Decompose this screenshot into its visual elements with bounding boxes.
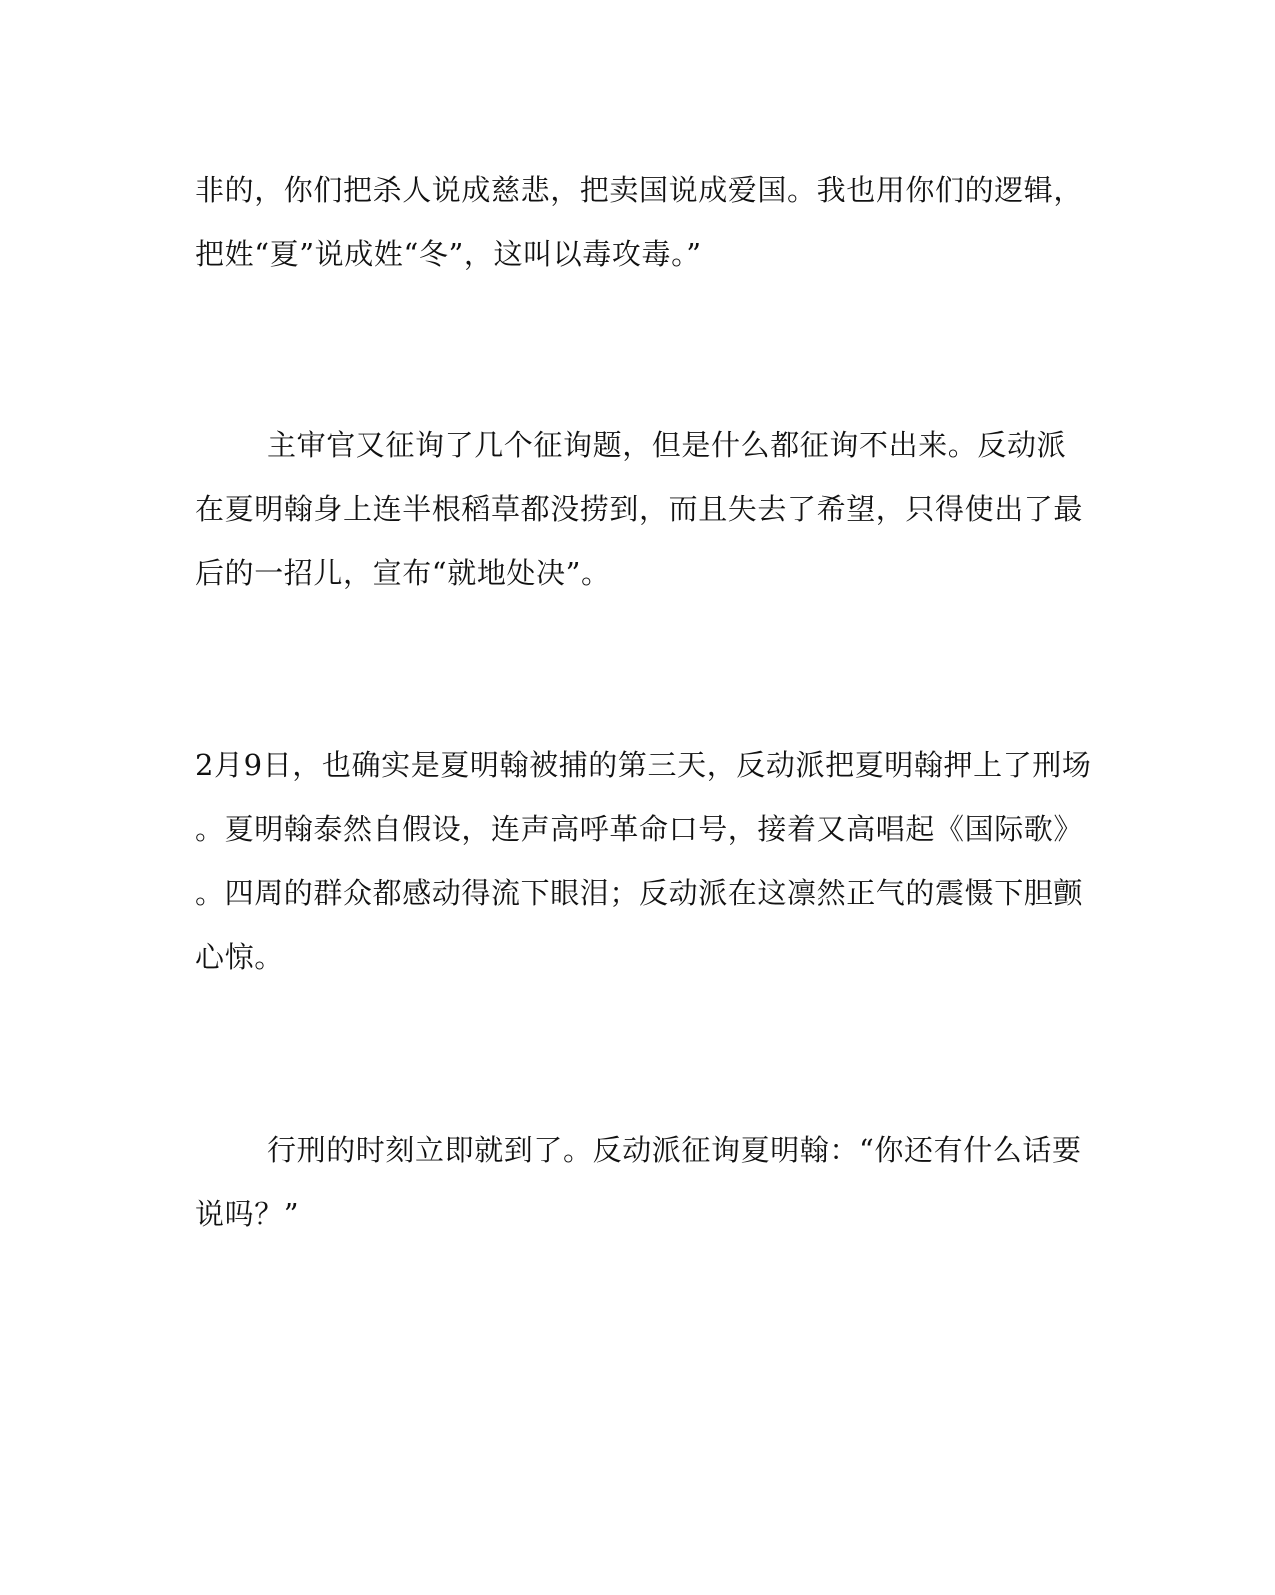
paragraph-line: 行刑的时刻立即就到了。反动派征询夏明翰：“你还有什么话要 (267, 1133, 1082, 1167)
paragraph-line: 说吗？” (195, 1197, 300, 1231)
paragraph (195, 413, 1084, 605)
paragraph (195, 158, 1084, 286)
paragraph (195, 1118, 1082, 1246)
paragraph-line: 。夏明翰泰然自假设，连声高呼革命口号，接着又高唱起《国际歌》 (195, 812, 1084, 846)
paragraph-line: 后的一招儿，宣布“就地处决”。 (195, 556, 611, 590)
paragraph-line: 在夏明翰身上连半根稻草都没捞到，而且失去了希望，只得使出了最 (195, 492, 1084, 526)
paragraph-line: 把姓“夏”说成姓“冬”，这叫以毒攻毒。” (195, 237, 702, 271)
paragraph-line: 心惊。 (195, 940, 284, 974)
paragraph (195, 733, 1092, 989)
paragraph-line: 2月9日，也确实是夏明翰被捕的第三天，反动派把夏明翰押上了刑场 (195, 748, 1092, 782)
paragraph-line: 主审官又征询了几个征询题，但是什么都征询不出来。反动派 (267, 428, 1067, 462)
paragraph-line: 。四周的群众都感动得流下眼泪；反动派在这凛然正气的震慑下胆颤 (195, 876, 1084, 910)
paragraph-line: 非的，你们把杀人说成慈悲，把卖国说成爱国。我也用你们的逻辑， (195, 173, 1084, 207)
